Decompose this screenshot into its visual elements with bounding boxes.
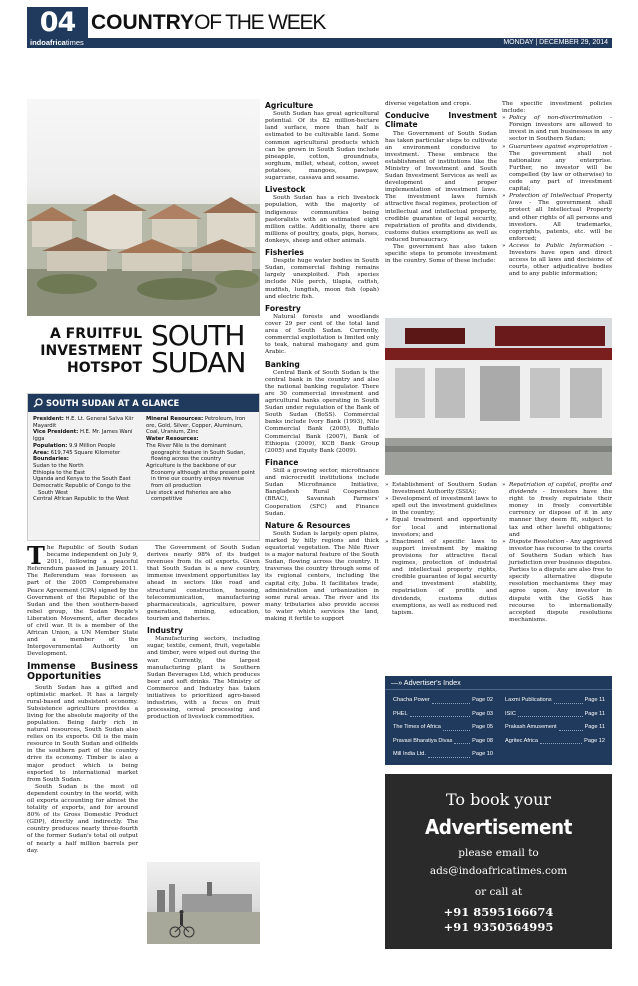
- area-label: Area:: [33, 449, 49, 456]
- glance-header: [28, 394, 259, 412]
- water-label: Water Resources:: [146, 436, 199, 443]
- paragraph: The government has also taken specific steps to promote investment in the country. Some of these include:: [385, 244, 497, 265]
- glance-right: [146, 416, 256, 503]
- paragraph: South Sudan is largely open plains, marked by hilly regions and thick equatorial vegetation. The Nile River is a major natural feature of the South Sudan, flowing across the country. It traverses the country through some of its regional centers, including the capital city, Juba. It facilitates trade, administration and urbanization in some rural areas. The river and its many tributaries also provide access to water which services the land, making it fertile to support: [265, 530, 379, 623]
- advertiser-name: Prakash Amusement: [505, 724, 557, 730]
- advertisement-box: [385, 774, 612, 949]
- country-name-line-1: SOUTH: [151, 319, 245, 352]
- step-item: » Equal treatment and opportunity for local and international investors; and: [385, 517, 497, 538]
- factory-photo: [147, 862, 260, 944]
- policy-text: - Any aggrieved investor has recourse to the courts of Southern Sudan which has jurisdiction over business disputes. Parties to a dispute are also free to specify alternative dispute resolution mechanisms they may agree upon. Any investor in dispute with the GoSS has recourse to internationally accepted dispute resolutions mechanisms.: [509, 538, 612, 623]
- boundaries-label: Boundaries:: [33, 456, 69, 463]
- country-name-line-2: SUDAN: [151, 346, 246, 379]
- masthead: [27, 7, 612, 51]
- population-label: Population:: [33, 442, 68, 449]
- feature-tagline: [30, 326, 142, 377]
- policy-item: [502, 144, 612, 194]
- step-item: » Development of investment laws to spell out the investment guidelines in the country;: [385, 496, 497, 517]
- advertiser-name: The Times of Africa: [393, 724, 441, 730]
- advertiser-row: [393, 708, 493, 722]
- advertiser-name: ISIC: [505, 710, 516, 717]
- advertiser-name: Chacha Power: [393, 697, 430, 703]
- advertiser-index: [385, 676, 612, 765]
- heading-industry: Industry: [147, 626, 183, 636]
- policy-item: [502, 243, 612, 278]
- paragraph: Natural forests and woodlands cover 29 per cent of the total land area of South Sudan. Currently, commercial exploitation is limited only to teak, natural mahogany and gum Arabic.: [265, 313, 379, 356]
- boundary-item: Ethiopia to the East: [33, 469, 86, 476]
- policy-item: [502, 193, 612, 243]
- minerals-value: Petroleum, Iron ore, Gold, Silver, Copper, Aluminum, Coal, Uranium, Zinc: [146, 416, 246, 436]
- policy-term: Protection of Intellectual Property laws: [509, 193, 612, 207]
- boundary-item: Central African Republic to the West: [33, 496, 129, 503]
- ad-phone-1[interactable]: +91 8595166674: [443, 905, 554, 919]
- ad-line-2: Advertisement: [424, 815, 573, 839]
- population-value: 9.9 Million People: [67, 442, 116, 449]
- policy-term: Guarantees against expropriation: [509, 143, 608, 150]
- heading-banking: Banking: [265, 359, 300, 369]
- heading-nature-resources: Nature & Resources: [265, 520, 351, 530]
- paragraph: Manufacturing sectors, including sugar, textile, cement, fruit, vegetable and timber, were wiped out during the war. Currently, the largest manufacturing plant is Southern Sudan Beverages Ltd, which produces beer and soft drinks. The Ministry of Commerce and Industry has taken initiatives to prioritized agro-based industries, with a focus on fruit processing, cereal processing and production of livestock commodities.: [147, 636, 260, 721]
- issue-date: MONDAY | DECEMBER 29, 2014: [503, 39, 608, 46]
- arrow-icon: —»: [391, 678, 404, 687]
- advertiser-name: Laxmi Publications: [505, 697, 552, 703]
- column-5-bullets: [502, 482, 612, 624]
- policy-term: Repatriation of capital, profits and dividends: [509, 482, 612, 496]
- policy-text: - The government shall not nationalize any enterprise. Further, no investor will be compelled (by law or otherwise) to cede any part of investment capital;: [509, 143, 612, 193]
- advertiser-index-header: [385, 676, 612, 690]
- section-title-bold: COUNTRY: [91, 11, 195, 34]
- paragraph: The specific investment policies include:: [502, 101, 612, 115]
- area-value: 619,745 Square Kilometer: [49, 449, 121, 456]
- heading-business-opportunities: Immense Business Opportunities: [27, 660, 138, 682]
- ad-line-5: or call at: [474, 886, 523, 898]
- advertiser-page: Page 12: [584, 737, 605, 744]
- policy-list: [502, 115, 612, 278]
- advertiser-row: [505, 694, 605, 708]
- glance-president: [33, 416, 139, 429]
- intro-text: he Republic of South Sudan became independent on July 9, 2011, following a peaceful Referendum passed in January 2011. The Referendum was foreseen as part of the 2005 Comprehensive Peace Agreement (CPA) signed by the Government of the Republic of the Sudan and the then southern-based rebel group, the Sudan People's Liberation Movement, after decades of civil war. It is a member of the African Union, a UN Member State and a member of the Intergovernmental Authority on Development.: [27, 545, 138, 658]
- country-name: [151, 319, 266, 379]
- column-4-bullets: [385, 482, 497, 617]
- policy-item: [502, 115, 612, 143]
- glance-population: [33, 443, 139, 450]
- vp-label: Vice President:: [33, 429, 79, 436]
- heading-fisheries: Fisheries: [265, 248, 304, 257]
- paragraph: The Government of South Sudan derives nearly 98% of its budget revenues from its oil exports. Given that South Sudan is a new country, immense investment opportunities lay ahead in sectors like road and structural construction, housing, telecommunication, manufacturing pharmaceuticals, agriculture, power generation, mining, education, tourism and fisheries.: [147, 545, 260, 622]
- column-1: [27, 541, 138, 855]
- advertiser-page: Page 10: [472, 751, 493, 757]
- advertiser-page: Page 02: [472, 697, 493, 703]
- government-steps-list: [385, 482, 497, 617]
- advertiser-name: Mill India Ltd.: [393, 751, 426, 757]
- glance-title: SOUTH SUDAN AT A GLANCE: [46, 398, 180, 408]
- column-2: [147, 545, 260, 721]
- heading-livestock: Livestock: [265, 185, 306, 195]
- heading-agriculture: Agriculture: [265, 101, 314, 110]
- juba-city-photo: [27, 99, 260, 316]
- advertiser-page: Page 03: [472, 710, 493, 717]
- section-title: [91, 11, 325, 35]
- policy-text: - The government shall protect all Intellectual Property and other rights of all persons and investors. All trademarks, copyrights, patents, etc. will be enforced;: [509, 200, 612, 242]
- advertiser-page: Page 11: [584, 697, 605, 703]
- policy-term: Access to Public Information: [509, 242, 605, 249]
- advertiser-row: [505, 721, 605, 735]
- brand-logo-indo: indo: [30, 38, 46, 47]
- brand-logo: [30, 38, 84, 48]
- policy-text: - Foreign investors are allowed to invest in and run businesses in any sector in Southern Sudan;: [509, 115, 612, 143]
- glance-area: [33, 450, 139, 457]
- water-item: The River Nile is the dominant geographic feature in South Sudan, flowing across the country: [146, 442, 246, 463]
- column-3: [265, 101, 379, 623]
- policy-text: - Investors have open and direct access to all laws and decisions of courts, other adjudicative bodies and to any public information;: [509, 242, 612, 278]
- masthead-bar: [27, 38, 612, 48]
- paragraph: South Sudan has a rich livestock population, with the majority of indigenous communities being pastoralists with an estimated eight million cattle. Additionally, there are millions of poultry, goats, pigs, horses, donkeys, sheep and other animals.: [265, 195, 379, 244]
- ad-email[interactable]: ads@indoafricatimes.com: [429, 865, 568, 877]
- policy-item: [502, 482, 612, 539]
- vp-value: H.E. Mr. James Wani Igga: [33, 429, 133, 443]
- paragraph: Despite huge water bodies in South Sudan, commercial fishing remains largely unexploited. Fish species include Nile perch, tilapia, catfish, mudfish, lungfish, moon fish (opah) and electric fish.: [265, 258, 379, 300]
- advertiser-row: [505, 735, 605, 749]
- advertiser-row: [393, 735, 493, 749]
- advertiser-list-right: [505, 694, 605, 748]
- policy-list-2: [502, 482, 612, 624]
- paragraph: Central Bank of South Sudan is the central bank in the country and also the national banking regulator. There are 30 commercial investment and agricultural banks operating in South Sudan under regulation of the Bank of South Sudan (BoSS). Commercial banks include Ivory Bank (1993), Nile Commercial Bank (2005), Buffalo Commercial Bank (2007), Bank of Ethiopia (2009), KCB Bank Group (2005) and Equity Bank (2009).: [265, 369, 379, 454]
- boundary-item: Sudan to the North: [33, 462, 84, 469]
- advertiser-row: [393, 694, 493, 708]
- search-icon: [33, 398, 43, 408]
- policy-item: [502, 539, 612, 624]
- brand-logo-africa: africa: [45, 38, 66, 47]
- advertiser-page: Page 11: [584, 724, 605, 730]
- issue-number: 04: [27, 7, 88, 38]
- glance-minerals: [146, 416, 256, 436]
- policy-term: Dispute Resolution: [509, 538, 565, 545]
- equity-bank-photo: [385, 318, 612, 475]
- intro-paragraph: [27, 541, 138, 659]
- column-5: [502, 101, 612, 278]
- heading-finance: Finance: [265, 457, 299, 467]
- paragraph: diverse vegetation and crops.: [385, 101, 472, 107]
- brand-logo-times: times: [65, 38, 84, 47]
- paragraph: South Sudan has great agricultural potential. Of its 82 million-hectare land surface, more than half is estimated to be cultivable land. Some common agricultural products which can be grown in South Sudan include pineapple, cotton, groundnuts, sorghum, millet, wheat, cotton, sweet potatoes, mangoes, pawpaw, sugarcane, cassava and sesame.: [265, 111, 379, 182]
- step-item: » Enactment of specific laws to support investment by making provisions for attractive fiscal regimes, protection of industrial and intellectual property rights, credible guarantee of legal security and investment stability, repatriation of profits and dividends, customs duties exemptions, as well as reduced red tapism.: [385, 539, 497, 617]
- advertiser-name: Agritec Africa: [505, 737, 538, 744]
- ad-line-1: To book your: [445, 790, 552, 809]
- advertiser-page: Page 05: [472, 724, 493, 730]
- glance-box: [27, 393, 260, 541]
- advertiser-page: Page 11: [584, 710, 605, 717]
- paragraph: The Government of South Sudan has taken particular steps to cultivate an environment conducive to investment. These embrace the establishment of institutions like the Ministry of Investment and South Sudan Investment Services as well as development and proper implementation of investment laws. The investment laws furnish attractive fiscal regimes, protection of intellectual and intellectual property, credible guarantee of legal security, repatriation of profits and dividends, customs duties exemptions as well as reduced bureaucracy.: [385, 130, 497, 243]
- paragraph: South Sudan is the most oil dependent country in the world, with oil exports accounting for almost the totality of exports, and for around 80% of its Gross Domestic Product (GDP), directly and indirectly. The country produces nearly three-fourth of the former Sudan's total oil output of nearly a half million barrels per day.: [27, 783, 138, 854]
- heading-forestry: Forestry: [265, 303, 301, 313]
- glance-vp: [33, 429, 139, 442]
- advertiser-index-title: Advertiser's Index: [403, 678, 461, 687]
- paragraph: Still a growing sector, microfinance and microcredit institutions include Sudan Microfinance Initiative, Bangladesh Rural Cooperation (BRAC), Savannah Farmers' Cooperation (SFC) and Finance Sudan.: [265, 468, 379, 517]
- step-item: » Establishment of Southern Sudan Investment Authority (SSIA);: [385, 482, 497, 496]
- advertiser-name: Pravasi Bharatiya Divas: [393, 737, 453, 744]
- advertiser-page: Page 08: [472, 737, 493, 744]
- glance-left: [33, 416, 139, 503]
- section-title-light: OF THE WEEK: [194, 11, 326, 34]
- tagline-line-3: HOTSPOT: [67, 360, 142, 376]
- minerals-label: Mineral Resources:: [146, 416, 204, 422]
- advertiser-row: [505, 708, 605, 722]
- drop-cap: T: [27, 541, 45, 570]
- ad-line-3: please email to: [458, 847, 539, 859]
- advertiser-row: [393, 721, 493, 735]
- tagline-line-1: A FRUITFUL: [49, 326, 142, 342]
- advertiser-row: [393, 748, 493, 762]
- paragraph: South Sudan has a gifted and optimistic market. It has a largely rural-based and subsistent economy. Subsistence agriculture provides a living for the absolute majority of the population. Being fairly rich in natural resources, South Sudan also relies on its exports. Oil is the main resource in South Sudan and oilfields in the southern part of the country drive its economy. Timber is also a major product which is being exported to international market from South Sudan.: [27, 684, 138, 783]
- ad-phone-2[interactable]: +91 9350564995: [443, 920, 554, 934]
- boundary-item: Uganda and Kenya to the South East: [33, 476, 131, 483]
- heading-conducive-climate: Conducive Investment Climate: [385, 111, 497, 130]
- advertiser-list-left: [393, 694, 493, 762]
- advertiser-name: PHEL: [393, 710, 408, 717]
- boundary-item: Democratic Republic of Congo to the South West: [33, 483, 131, 496]
- policy-term: Policy of non-discrimination: [509, 115, 603, 122]
- column-4: [385, 101, 497, 265]
- president-value: H.E. Lt. General Salva Kiir Mayardit: [33, 416, 134, 429]
- tagline-line-2: INVESTMENT: [40, 343, 142, 359]
- policy-text: - Investors have the right to freely repatriate their money in freely convertible currency or dispose of it in any manner they deem fit, subject to tax and other lawful obligations; and: [509, 489, 612, 538]
- water-item: Live stock and fisheries are also competitive: [146, 489, 231, 503]
- president-label: President:: [33, 416, 64, 422]
- water-item: Agriculture is the backbone of our Economy although at the present point in time our country enjoys revenue from oil production: [146, 462, 255, 490]
